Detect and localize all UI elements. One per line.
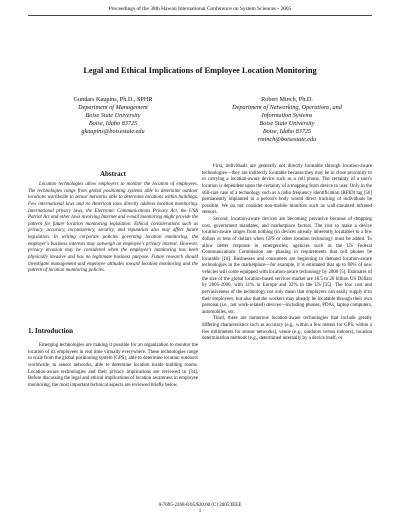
abstract-text: Location technologies allow employers to monitor the location of employees. The technologies range from global positioning systems able to determine outdoor locations worldwide to sensor networks able to determine locations within buildings. Few international laws and no American laws directly address location monitoring. International privacy laws, the Electronic Communications Privacy Act, the USA Patriot Act and other laws involving Internet and e-mail monitoring might provide the pattern for future location monitoring legislation. Ethical considerations such as privacy, accuracy, inconsistency, security, and reputation also may affect future legislation. In writing corporate policies governing location monitoring, the employer's business interests may outweigh an employee's privacy interest. However, privacy invasion may be considered when the employee's monitoring has been physically invasive and has no legitimate business purpose. Future research should investigate management and employee attitudes toward location monitoring and the pattern of location monitoring policies. — [28, 182, 198, 274]
author-department: Department of Management — [78, 104, 148, 111]
author-institution: Boise State University — [85, 112, 141, 119]
author-city: Boise, Idaho 83725 — [88, 120, 138, 127]
abstract-heading: Abstract — [99, 170, 127, 178]
body-paragraph: Second, location-aware devices are becoming pervasive because of dropping cost, government mandates, and marketplace factors. The cost to make a device location-aware ranges from nothing (in devices already inherently locatable) to a few dollars or tens of dollars when GPS or other location technology must be added. To allow better response in emergencies, agencies such as the US Federal Communications Commission are phasing in requirements that cell phones be locatable [16]. Businesses and consumers are beginning to demand location-aware technologies in the marketplace—for example, it is estimated that up to 80% of new vehicles will come equipped with location-aware technology by 2006 [5]. Estimates of the size of the global location-based services market are 18.5 to 20 billion US Dollars by 2005-2006, with 31% in Europe and 22% in the US [35]. The low cost and pervasiveness of the technology not only mean that employers can easily supply it to their employees, but also that the workers may already be locatable through their own personal (i.e., not work-related) devices—including phones, PDAs, laptop computers, automobiles, etc. — [202, 217, 372, 315]
paper-title: Legal and Ethical Implications of Employee Location Monitoring — [83, 66, 317, 75]
author-department: Department of Networking, Operations, and — [232, 104, 342, 111]
author-block-1 — [28, 96, 198, 136]
author-block-2 — [202, 96, 372, 144]
body-paragraph: First, individuals are generally not directly locatable through location-aware technologies—they are indirectly locatable because they may be in close proximity to or carrying a location-aware device such as a cell phone. The certainty of a user's location is dependent upon the certainty of a mapping from device to user. Only in the still-rare case of a technology such as a radio frequency identification (RFID) tag [56] permanently implanted in a person's body would direct tracking of individuals be possible. We do not consider non-mobile monitors such as wall-mounted infrared sensors. — [202, 164, 372, 216]
proceedings-header: Proceedings of the 38th Hawaii International Conference on System Sciences - 2005 — [108, 6, 292, 12]
footer-page-number: 1 — [198, 509, 202, 514]
right-column-body — [202, 164, 372, 343]
author-name: Gundars Kaupins, Ph.D., SPHR — [73, 96, 153, 103]
introduction-heading: 1. Introduction — [28, 327, 73, 335]
author-name: Robert Minch, Ph.D. — [261, 96, 313, 103]
header-rule — [28, 15, 372, 16]
page-footer — [0, 503, 400, 515]
body-paragraph: Third, there are numerous location-aware technologies that include greatly differing characteristics such as accuracy (e.g., within a few meters for GPS; within a few millimeters for sensor networks), venue (e.g., outdoors versus indoors), location determination methods (e.g., determined internally by a device itself, or — [202, 316, 372, 342]
author-department-line2: Information Systems — [261, 112, 313, 119]
author-institution: Boise State University — [259, 120, 315, 127]
author-email[interactable]: rminch@boisestate.edu — [257, 136, 317, 143]
introduction-paragraph: Emerging technologies are making it possible for an organization to monitor the location of its employees in real time virtually everywhere. These technologies range in scale from the global positioning system (GPS), able to determine location outdoors worldwide, to sensor networks, able to determine location inside building rooms. Location-aware technologies and their privacy implications are reviewed in [34]. Before discussing the legal and ethical implications of location awareness in employee monitoring, the most important technical aspects are reviewed briefly below. — [28, 343, 198, 388]
author-city: Boise, Idaho 83725 — [262, 128, 312, 135]
footer-isbn: 0-7695-2268-8/05/$20.00 (C) 2005 IEEE — [158, 503, 242, 508]
introduction-body — [28, 343, 198, 389]
author-email[interactable]: gkaupins@boisestate.edu — [81, 128, 145, 135]
